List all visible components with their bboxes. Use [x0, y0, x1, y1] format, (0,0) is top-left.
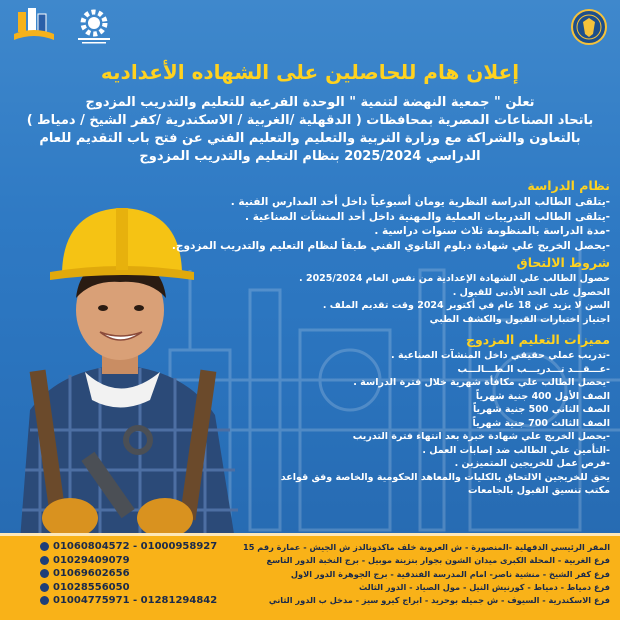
intro-line-4: الدراسي 2025/2024 بنظام التعليم والتدريب المزدوج	[139, 149, 481, 164]
feature-item: مكتب تنسيق القبول بالجامعات	[467, 485, 610, 496]
feature-item: -يحصل الخريج علي شهادة خبرة بعد انتهاء فترة التدريب	[352, 431, 610, 442]
stipend-year-1: الصف الأول 400 جنية شهرياً	[475, 390, 610, 402]
phone-icon	[40, 583, 49, 592]
book-logo-icon	[12, 6, 56, 46]
intro-line-1: تعلن " جمعية النهضة لتنمية " الوحدة الفرعية للتعليم والتدريب المزدوج	[85, 95, 535, 110]
phone-entry[interactable]: 01069602656	[40, 567, 250, 581]
feature-item: -يحصل الطالب علي مكافأة شهرية خلال فترة الدراسة .	[353, 377, 610, 388]
branch-gharbia: فرع الغربية - المحلة الكبرى ميدان الشون بجوار بنزينة موبيل - برج النخبة الدور التاسع	[266, 555, 610, 566]
branch-kafr-elsheikh: فرع كفر الشيخ - منشية ناصر- امام المدرسة الفندقية - برج الجوهرة الدور الاول	[290, 568, 610, 579]
admission-conditions-title: شروط الالتحاق	[516, 255, 610, 270]
condition-item: حصول الطالب علي الشهادة الإعدادية من نفس العام 2025/2024 .	[299, 273, 610, 284]
condition-item: الحصول على الحد الأدنى للقبول .	[452, 286, 610, 298]
partner-logos	[12, 6, 114, 46]
gear-logo-icon	[74, 6, 114, 46]
branch-main: المقر الرئيسي الدقهلية -المنصورة - ش العروبة خلف ماكدونالدز ش الجيش - عمارة رقم 15	[243, 542, 610, 552]
phone-entry[interactable]: 01004775971 - 01281294842	[40, 594, 250, 608]
intro-paragraph	[12, 94, 608, 166]
branch-addresses	[243, 541, 610, 607]
content-sections	[171, 176, 610, 498]
phone-entry[interactable]: 01060804572 - 01000958927	[40, 540, 250, 554]
condition-item: اجتياز اختبارات القبول والكشف الطبي	[429, 313, 610, 325]
nahda-logo	[12, 6, 56, 46]
feature-item: يحق للخريجين الالتحاق بالكليات والمعاهد الحكومية والخاصة وفق قواعد	[280, 471, 610, 483]
phone-list	[40, 540, 250, 608]
feature-item: -تدريب عملي حقيقي داخل المنشآت الصناعية .	[391, 350, 610, 361]
phone-entry[interactable]: 01029409079	[40, 554, 250, 568]
ministry-logo	[570, 8, 608, 50]
study-item: -يتلقى الطالب التدريبات العملية والمهنية داخل أحد المنشآت الصناعية .	[245, 210, 610, 223]
branch-damietta: فرع دمياط - دمياط - كورنيش النيل - مول الصياد - الدور الثالث	[358, 581, 610, 592]
stipend-year-2: الصف الثاني 500 جنية شهرياً	[472, 404, 610, 415]
phone-icon	[40, 542, 49, 551]
intro-line-2: باتحاد الصناعات المصرية بمحافظات ( الدقهلية /الغربية / الاسكندرية /كفر الشيخ / دمياط )	[26, 113, 594, 128]
stipend-year-3: الصف الثالث 700 جنية شهرياً	[472, 417, 610, 429]
feature-item: -فرص عمل للخريجين المتميزين .	[454, 458, 610, 469]
footer-divider	[0, 533, 620, 536]
study-system-title: نظام الدراسة	[527, 178, 610, 193]
industries-logo	[74, 6, 114, 46]
study-item: -يحصل الخريج علي شهادة دبلوم الثانوي الفني طبقاً لنظام التعليم والتدريب المزدوج.	[171, 239, 610, 252]
features-title: مميزات التعليم المزدوج	[465, 332, 610, 347]
announcement-title: إعلان هام للحاصلين على الشهاده الأعداديه	[100, 60, 520, 84]
phone-icon	[40, 556, 49, 565]
phone-icon	[40, 569, 49, 578]
intro-line-3: بالتعاون والشراكة مع وزارة التربية والتعليم والتعليم الفني عن فتح باب التقديم للعام	[39, 131, 581, 146]
condition-item: السن لا يزيد عن 18 عام في أكتوبر 2024 وقت تقديم الملف .	[322, 300, 610, 311]
phone-entry[interactable]: 01028556050	[40, 581, 250, 595]
ministry-emblem-icon	[570, 8, 608, 46]
phone-icon	[40, 596, 49, 605]
study-item: -يتلقى الطالب الدراسة النظرية يومان أسبوعياً داخل أحد المدارس الفنية .	[230, 196, 610, 208]
branch-alexandria: فرع الاسكندرية - السيوف - ش جميله بوحريد - ابراج كيرو سيز - مدخل ب الدور الثاني	[268, 595, 610, 606]
study-item: -مدة الدراسة بالمنظومة ثلاث سنوات دراسية .	[374, 225, 610, 237]
feature-item: -التأمين علي الطالب ضد إصابات العمل .	[422, 444, 610, 456]
feature-item: -عـــقـــد تـــدريـــب الـطـــالـــب	[457, 363, 610, 375]
